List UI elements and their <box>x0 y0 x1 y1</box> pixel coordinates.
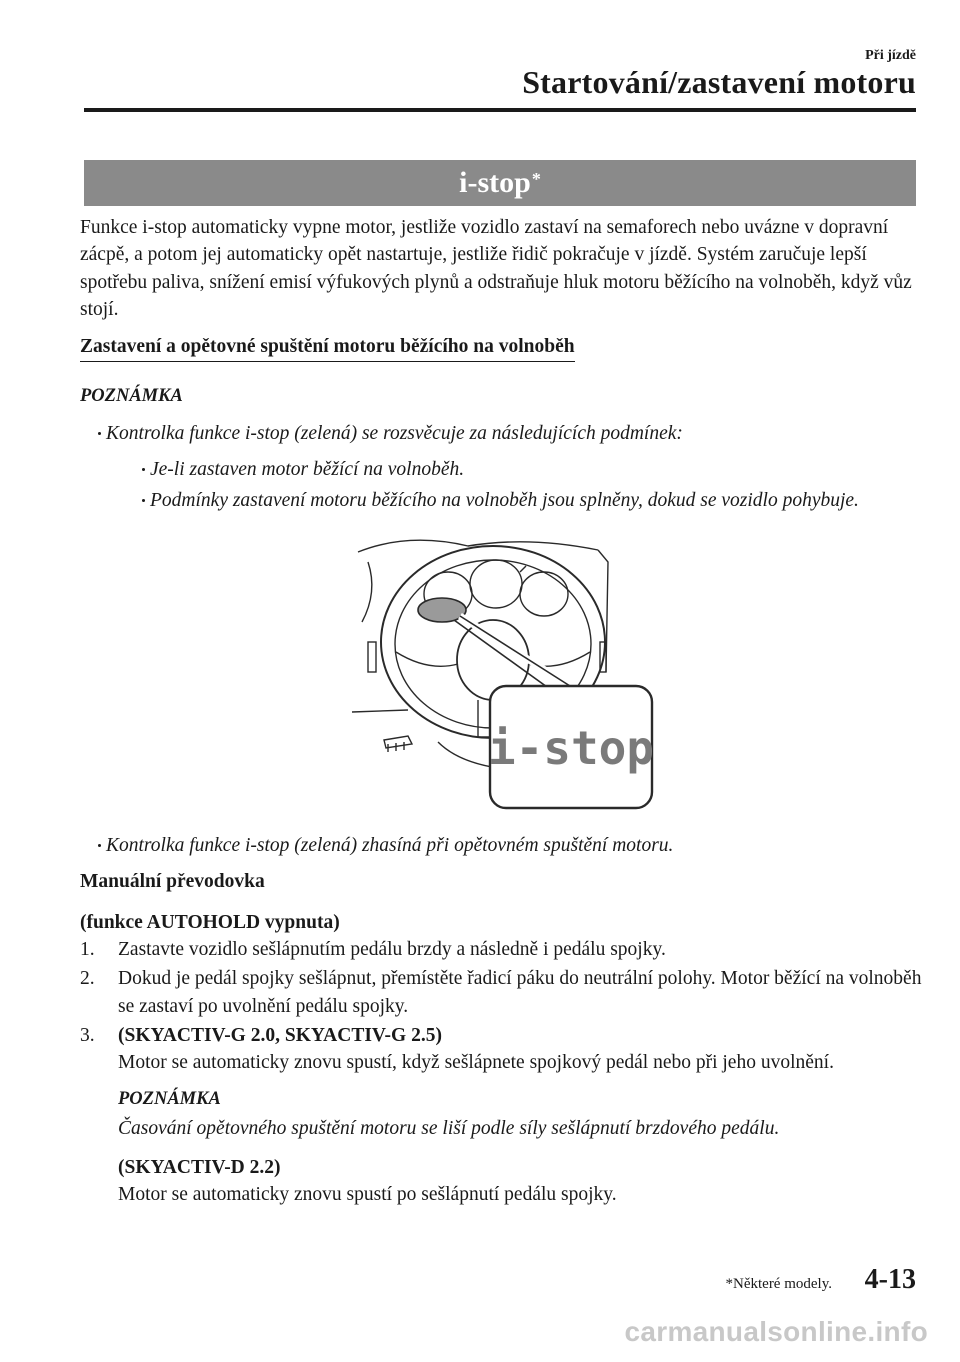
step-number: 3. <box>80 1025 95 1047</box>
step-text: Motor se automaticky znovu spustí po sešlápnutí pedálu spojky. <box>118 1184 617 1206</box>
step-text: Motor se automaticky znovu spustí, když sešlápnete spojkový pedál nebo při jeho uvolnění. <box>118 1052 834 1074</box>
steering-wheel-icon <box>348 532 678 822</box>
section-title: i-stop <box>459 166 531 199</box>
body-content <box>80 214 922 1210</box>
step-item <box>80 965 922 1020</box>
header-divider <box>84 108 916 112</box>
manual-subheading: (funkce AUTOHOLD vypnuta) <box>80 911 340 933</box>
subheading: Zastavení a opětovné spuštění motoru běžícího na volnoběh <box>80 333 575 362</box>
manual-heading: Manuální převodovka <box>80 870 265 892</box>
note-bullet-on <box>80 420 922 514</box>
note-sub-bullets <box>106 456 922 515</box>
step-variant-2-block <box>118 1154 922 1209</box>
note-sub-bullet: Podmínky zastavení motoru běžícího na volnoběh jsou splněny, dokud se vozidlo pohybuje. <box>106 487 922 514</box>
page-title: Startování/zastavení motoru <box>522 64 916 100</box>
step-note <box>118 1087 922 1142</box>
note-sub-bullet: Je-li zastaven motor běžící na volnoběh. <box>106 456 922 483</box>
step-text: Dokud je pedál spojky sešlápnut, přemístěte řadicí páku do neutrální polohy. Motor běžící na volnoběh se zastaví po uvolnění pedálu spojky. <box>118 968 922 1017</box>
step-variant: (SKYACTIV-D 2.2) <box>118 1156 281 1178</box>
note-bullet-off: Kontrolka funkce i-stop (zelená) zhasíná při opětovném spuštění motoru. <box>80 832 922 859</box>
footer-note: *Některé modely. <box>725 1276 832 1292</box>
note-bullet-on-text: Kontrolka funkce i-stop (zelená) se rozsvěcuje za následujících podmínek: <box>106 423 683 445</box>
step-variant: (SKYACTIV-G 2.0, SKYACTIV-G 2.5) <box>118 1025 442 1047</box>
step-number: 1. <box>80 939 95 961</box>
step-note-label: POZNÁMKA <box>118 1088 221 1109</box>
page-number: 4-13 <box>864 1264 916 1295</box>
note-label: POZNÁMKA <box>80 386 183 407</box>
watermark: carmanualsonline.info <box>624 1316 928 1347</box>
dashboard-illustration <box>348 532 678 822</box>
step-number: 2. <box>80 968 95 990</box>
step-note-text: Časování opětovného spuštění motoru se liší podle síly sešlápnutí brzdového pedálu. <box>118 1117 780 1139</box>
header-section-label: Při jízdě <box>865 48 916 63</box>
istop-label: i-stop <box>487 721 655 776</box>
step-item <box>80 1022 922 1208</box>
note-bullets-2 <box>80 832 922 859</box>
step-item <box>80 936 922 963</box>
section-asterisk: * <box>531 168 541 189</box>
intro-paragraph: Funkce i-stop automaticky vypne motor, jestliže vozidlo zastaví na semaforech nebo uvázne v dopravní zácpě, a potom jej automaticky opět nastartuje, jestliže řidič pokračuje v jízdě. Systém zaručuje lepší spotřebu paliva, snížení emisí výfukových plynů a odstraňuje hluk motoru běžícího na volnoběh, když vůz stojí. <box>80 217 912 320</box>
step-text: Zastavte vozidlo sešlápnutím pedálu brzdy a následně i pedálu spojky. <box>118 939 666 961</box>
manual-steps <box>80 936 922 1208</box>
section-banner <box>84 160 916 206</box>
note-bullets <box>80 420 922 514</box>
